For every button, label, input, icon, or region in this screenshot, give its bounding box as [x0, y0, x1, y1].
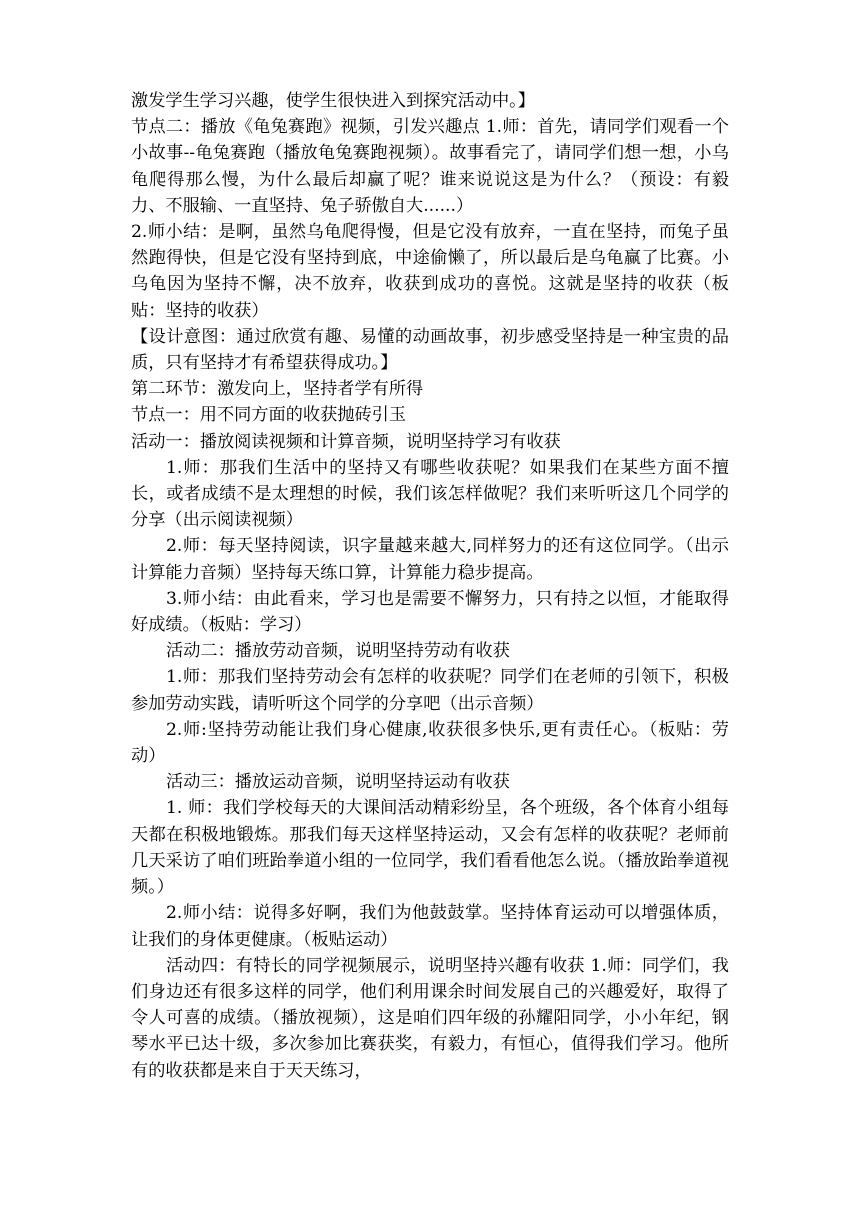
document-page: [131, 88, 729, 1084]
paragraph: 2.师小结：是啊，虽然乌龟爬得慢，但是它没有放弃，一直在坚持，而兔子虽然跑得快，但是它没有坚持到底，中途偷懒了，所以最后是乌龟赢了比赛。小乌龟因为坚持不懈，决不放弃，收获到成功的喜悦。这就是坚持的收获（板贴：坚持的收获）: [131, 222, 729, 321]
paragraph: 3.师小结：由此看来，学习也是需要不懈努力，只有持之以恒，才能取得好成绩。（板贴：学习）: [131, 588, 729, 636]
paragraph: 2.师小结：说得多好啊，我们为他鼓鼓掌。坚持体育运动可以增强体质，让我们的身体更健康。（板贴运动）: [131, 903, 729, 950]
paragraph: 活动四：有特长的同学视频展示，说明坚持兴趣有收获 1.师：同学们，我们身边还有很多这样的同学，他们利用课余时间发展自己的兴趣爱好，取得了令人可喜的成绩。（播放视频），这是咱们四年级的孙耀阳同学，小小年纪，钢琴水平已达十级，多次参加比赛获奖，有毅力，有恒心，值得我们学习。他所有的收获都是来自于天天练习，: [131, 955, 729, 1081]
paragraph: 1. 师：我们学校每天的大课间活动精彩纷呈，各个班级，各个体育小组每天都在积极地锻炼。那我们每天这样坚持运动，又会有怎样的收获呢？老师前几天采访了咱们班跆拳道小组的一位同学，我们看看他怎么说。（播放跆拳道视频。）: [131, 798, 729, 898]
paragraph: 【设计意图：通过欣赏有趣、易懂的动画故事，初步感受坚持是一种宝贵的品质，只有坚持才有希望获得成功。】: [131, 326, 729, 374]
paragraph: 节点二：播放《龟兔赛跑》视频，引发兴趣点 1.师：首先，请同学们观看一个小故事--龟兔赛跑（播放龟兔赛跑视频）。故事看完了，请同学们想一想，小乌龟爬得那么慢，为什么最后却赢了呢？谁来说说这是为什么？（预设：有毅力、不服输、一直坚持、兔子骄傲自大......）: [131, 117, 729, 216]
paragraph: 激发学生学习兴趣，使学生很快进入到探究活动中。】: [131, 91, 535, 111]
paragraph: 1.师：那我们生活中的坚持又有哪些收获呢？如果我们在某些方面不擅长，或者成绩不是太理想的时候，我们该怎样做呢？我们来听听这几个同学的分享（出示阅读视频）: [131, 457, 729, 531]
paragraph: 2.师:坚持劳动能让我们身心健康,收获很多快乐,更有责任心。（板贴：劳动）: [131, 719, 729, 767]
paragraph: 2.师：每天坚持阅读，识字量越来越大,同样努力的还有这位同学。（出示计算能力音频）坚持每天练口算，计算能力稳步提高。: [131, 536, 729, 583]
paragraph: 1.师：那我们坚持劳动会有怎样的收获呢？同学们在老师的引领下，积极参加劳动实践，请听听这个同学的分享吧（出示音频）: [131, 667, 729, 714]
paragraph: 活动二：播放劳动音频，说明坚持劳动有收获: [166, 641, 510, 662]
paragraph: 节点一：用不同方面的收获抛砖引玉: [131, 405, 407, 426]
paragraph: 第二环节：激发向上，坚持者学有所得: [131, 379, 424, 400]
paragraph: 活动一：播放阅读视频和计算音频，说明坚持学习有收获: [131, 431, 561, 452]
paragraph: 活动三：播放运动音频，说明坚持运动有收获: [166, 772, 510, 793]
